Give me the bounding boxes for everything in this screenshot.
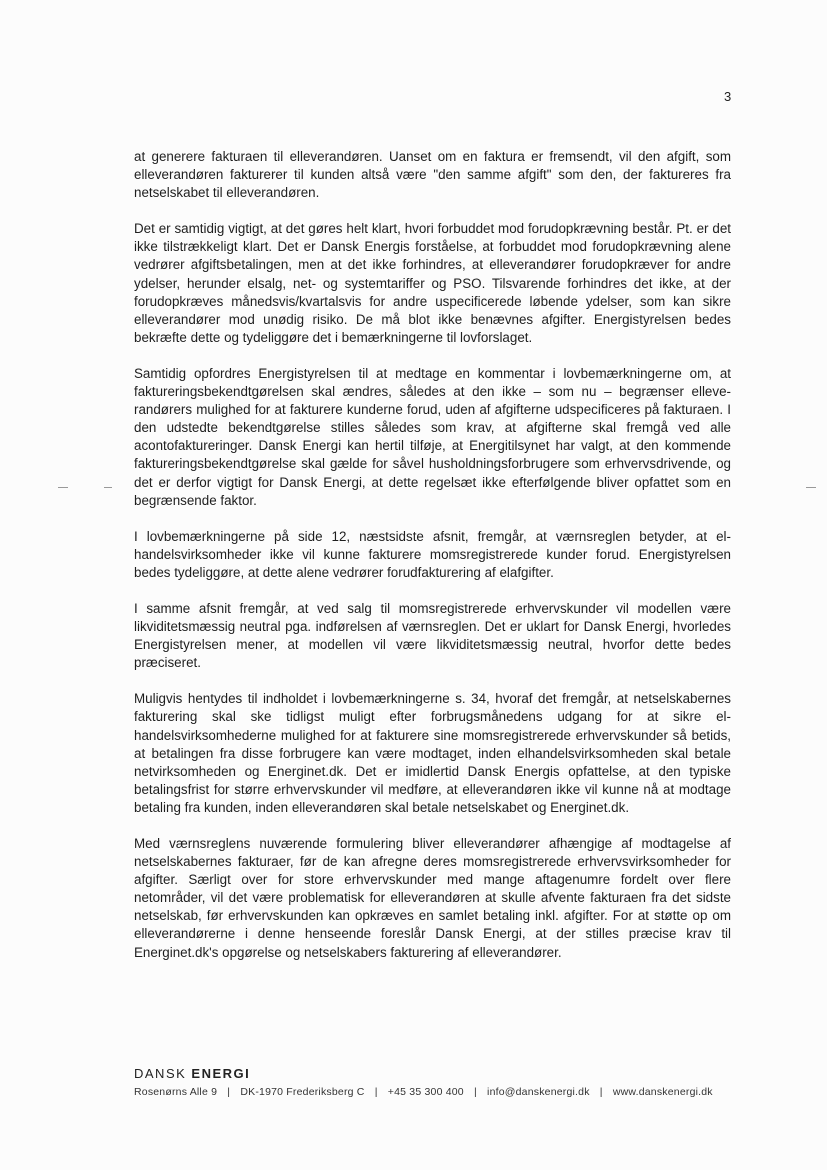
scan-mark-right xyxy=(806,487,816,488)
paragraph-4: I lovbemærkningerne på side 12, næstsidste afsnit, fremgår, at værnsreglen betyder, at elhandelsvirksomheder ikke vil kunne fakturere momsregistrerede kunder forud. Energistyrelsen bedes tydeliggøre, at dette alene vedrører forudfakturering af elafgifter. xyxy=(134,528,731,580)
footer-separator: | xyxy=(599,1086,603,1098)
footer-separator: | xyxy=(473,1086,477,1098)
paragraph-3: Samtidig opfordres Energistyrelsen til at medtage en kommentar i lovbemærkningerne om, at faktureringsbekendtgørelsen skal ændres, således at den ikke – som nu – begrænser elleverandørers mulighed for at fakturere kunderne forud, uden af afgifterne udspecificeres på fakturaen. I den udstedte bekendtgørelse stilles således som krav, at afgifterne skal fremgå ved alle acontofaktureringer. Dansk Energi kan hertil tilføje, at Energitilsynet har valgt, at den kommende faktureringsbekendtgørelse skal gælde for såvel husholdningsforbrugere som erhvervsdrivende, og det er derfor vigtigt for Dansk Energi, at dette regelsæt ikke efterfølgende bliver opfattet som en begrænsende faktor. xyxy=(134,365,731,508)
company-logo xyxy=(134,1066,734,1081)
footer-contact-line xyxy=(134,1086,734,1098)
footer-separator: | xyxy=(227,1086,231,1098)
scan-mark-left xyxy=(58,487,68,488)
footer-separator: | xyxy=(374,1086,378,1098)
page-number: 3 xyxy=(724,89,732,104)
paragraph-2: Det er samtidig vigtigt, at det gøres helt klart, hvori forbuddet mod forudopkrævning består. Pt. er det ikke tilstrækkeligt klart. Det er Dansk Energis forståelse, at forbuddet mod forudopkrævning alene vedrører afgiftsbetalingen, men at det ikke forhindres, at elleverandører forudopkræver for andre ydelser, herunder elsalg, net- og systemtariffer og PSO. Tilsvarende forhindres det ikke, at der forudopkræves månedsvis/kvartalsvis for andre uspecificerede løbende ydelser, som kan sikre elleverandører mod unødig risiko. De må blot ikke benævnes afgifter. Energistyrelsen bedes bekræfte dette og tydeliggøre det i bemærkningerne til lovforslaget. xyxy=(134,221,731,345)
body-text xyxy=(134,148,731,980)
paragraph-1: at generere fakturaen til elleverandøren. Uanset om en faktura er fremsendt, vil den afgift, som elleverandøren fakturerer til kunden altså være "den samme afgift" som den, der faktureres fra netselskabet til elleverandøren. xyxy=(134,149,731,201)
footer-website: www.danskenergi.dk xyxy=(612,1086,713,1098)
logo-bold: ENERGI xyxy=(191,1066,251,1081)
logo-regular: DANSK xyxy=(134,1066,192,1081)
footer xyxy=(134,1066,734,1098)
paragraph-6: Muligvis hentydes til indholdet i lovbemærkningerne s. 34, hvoraf det fremgår, at netselskabernes fakturering skal ske tidligst muligt efter forbrugsmånedens udgang for at sikre elhandelsvirksomhederne mulighed for at fakturere sine momsregistrerede erhvervskunder så betids, at betalingen fra disse forbrugere kan være modtaget, inden elhandelsvirksomheden skal betale netvirksomheden og Energinet.dk. Det er imidlertid Dansk Energis opfattelse, at den typiske betalingsfrist for større erhvervskunder vil medføre, at elleverandøren ikke vil kunne nå at modtage betaling fra kunden, inden elleverandøren skal betale netselskabet og Energinet.dk. xyxy=(134,691,731,815)
paragraph-7: Med værnsreglens nuværende formulering bliver elleverandører afhængige af modtagelse af netselskabernes fakturaer, før de kan afregne deres momsregistrerede erhvervsvirksomheder for afgifter. Særligt over for store erhvervskunder med mange aftagenumre fordelt over flere netområder, vil det være problematisk for elleverandøren at skulle afvente fakturaen fra det sidste netselskab, før erhvervskunden kan opkræves en samlet betaling inkl. afgifter. For at støtte op om elleverandørerne i denne henseende foreslår Dansk Energi, at der stilles præcise krav til Energinet.dk's opgørelse og netselskabers fakturering af elleverandører. xyxy=(134,836,731,960)
scan-mark-left-2 xyxy=(104,487,112,488)
footer-address: Rosenørns Alle 9 xyxy=(134,1086,218,1098)
footer-phone: +45 35 300 400 xyxy=(387,1086,464,1098)
footer-city: DK-1970 Frederiksberg C xyxy=(240,1086,365,1098)
paragraph-5: I samme afsnit fremgår, at ved salg til momsregistrerede erhvervskunder vil modellen være likviditetsmæssig neutral pga. indførelsen af værnsreglen. Det er uklart for Dansk Energi, hvorledes Energistyrelsen mener, at modellen vil være likviditetsmæssig neutral, hvorfor dette bedes præciseret. xyxy=(134,600,731,671)
footer-email: info@danskenergi.dk xyxy=(487,1086,590,1098)
